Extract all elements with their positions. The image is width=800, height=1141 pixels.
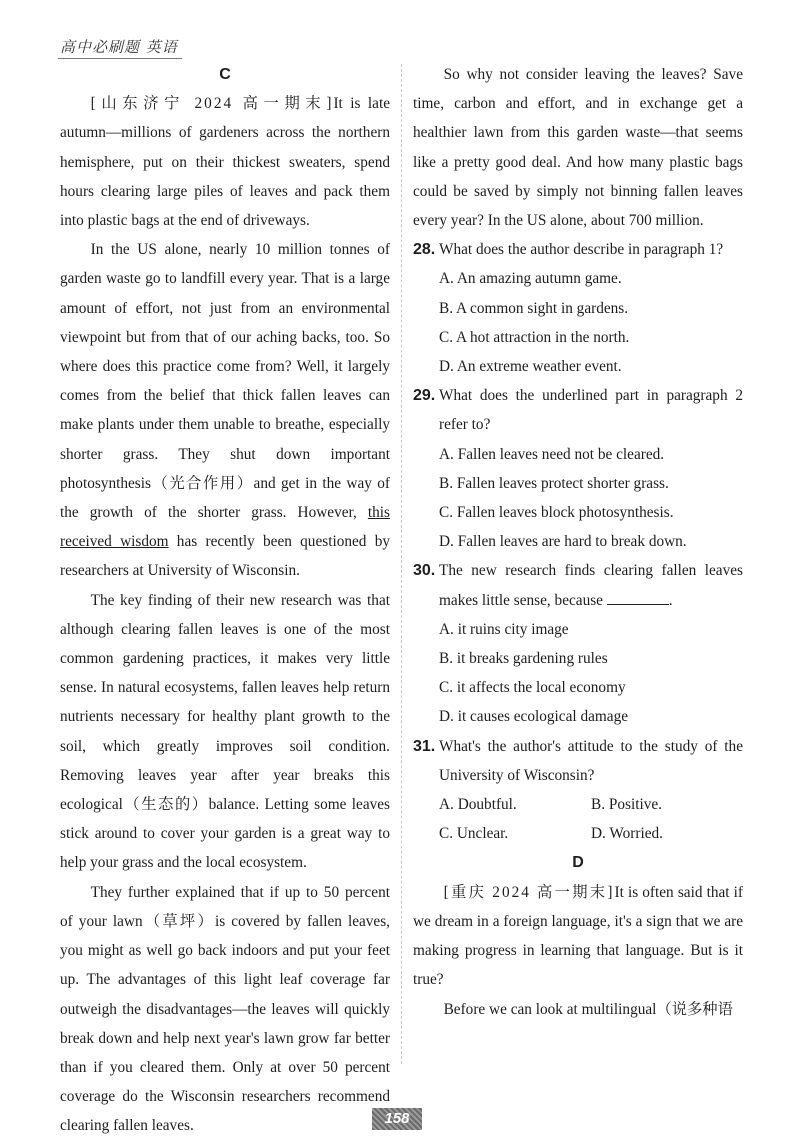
column-divider bbox=[401, 64, 402, 1064]
question-30-stem: The new research finds clearing fallen leaves makes little sense, because bbox=[439, 562, 743, 609]
underlined-phrase: this received wisdom bbox=[60, 504, 390, 551]
section-c-paragraph-1-text: It is late autumn—millions of gardeners across the northern hemisphere, put on their thickest sweaters, spend hours clearing large piles of leaves and pack them into plastic bags at the end of driveways. bbox=[60, 95, 390, 230]
section-c-paragraph-2-text-a: In the US alone, nearly 10 million tonnes of garden waste go to landfill every year. That is a large amount of effort, not just from an environmental viewpoint but from that of our aching backs, too. So where does this practice come from? Well, it largely comes from the belief that thick fallen leaves can make plants under them unable to breathe, especially shorter grass. They shut down important photosynthesis（光合作用）and get in the way of the growth of the shorter grass. However, bbox=[60, 241, 390, 522]
question-text bbox=[439, 556, 743, 614]
option-28-b: B. A common sight in gardens. bbox=[439, 299, 629, 317]
section-d-paragraph-1 bbox=[413, 878, 743, 995]
options-31-row-2 bbox=[413, 819, 743, 848]
option-30-b: B. it breaks gardening rules bbox=[439, 650, 608, 668]
options-31-row-1 bbox=[413, 790, 743, 819]
option-28-a: A. An amazing autumn game. bbox=[439, 270, 622, 288]
section-c-paragraph-2 bbox=[60, 235, 390, 585]
question-31 bbox=[413, 732, 743, 790]
question-29 bbox=[413, 381, 743, 439]
book-header: 高中必刷题 英语 bbox=[60, 38, 178, 56]
section-c-paragraph-4: They further explained that if up to 50 percent of your lawn（草坪）is covered by fallen leaves, you might as well go back indoors and put your feet up. The advantages of this light leaf coverage far outweigh the disadvantages—the leaves will quickly break down and help next year's lawn grow far better than if you cleared them. Only at over 50 percent coverage do the Wisconsin researchers recommend clearing fallen leaves. bbox=[60, 883, 390, 1135]
option-31-a: A. Doubtful. bbox=[439, 796, 517, 814]
question-number: 28. bbox=[413, 241, 436, 259]
section-d-paragraph-1-text: It is often said that if we dream in a foreign language, it's a sign that we are making progress in learning that language. But is it true? bbox=[413, 883, 743, 989]
question-30 bbox=[413, 556, 743, 614]
question-28 bbox=[413, 235, 743, 264]
section-d-source: [重庆 2024 高一期末] bbox=[443, 883, 615, 901]
question-number: 29. bbox=[413, 387, 436, 405]
option-29-c: C. Fallen leaves block photosynthesis. bbox=[439, 504, 674, 522]
question-text: What does the underlined part in paragraph 2 refer to? bbox=[439, 387, 743, 434]
section-c-source: [山东济宁 2024 高一期末] bbox=[90, 95, 334, 113]
option-30-c: C. it affects the local economy bbox=[439, 679, 626, 697]
section-d-paragraph-2: Before we can look at multilingual（说多种语 bbox=[443, 1000, 733, 1018]
section-c-paragraph-5: So why not consider leaving the leaves? Save time, carbon and effort, and in exchange get a healthier lawn from this garden waste—that seems like a pretty good deal. And how many plastic bags could be saved by simply not binning fallen leaves every year? In the US alone, about 700 million. bbox=[413, 66, 743, 230]
section-d-heading: D bbox=[572, 854, 584, 872]
question-number: 31. bbox=[413, 737, 436, 755]
option-30-d: D. it causes ecological damage bbox=[439, 708, 629, 726]
option-28-d: D. An extreme weather event. bbox=[439, 358, 622, 376]
option-28-c: C. A hot attraction in the north. bbox=[439, 328, 630, 346]
option-31-b: B. Positive. bbox=[591, 796, 662, 814]
option-31-d: D. Worried. bbox=[591, 825, 663, 843]
option-29-d: D. Fallen leaves are hard to break down. bbox=[439, 533, 687, 551]
option-31-c: C. Unclear. bbox=[439, 825, 509, 843]
left-column bbox=[60, 60, 390, 1141]
answer-blank bbox=[607, 588, 669, 604]
question-text: What's the author's attitude to the study of the University of Wisconsin? bbox=[439, 737, 743, 784]
page-number: 158 bbox=[372, 1108, 422, 1130]
question-text: What does the author describe in paragraph 1? bbox=[439, 241, 724, 259]
option-29-a: A. Fallen leaves need not be cleared. bbox=[439, 445, 665, 463]
section-c-paragraph-3: The key finding of their new research was that although clearing fallen leaves is one of the most common gardening practices, it makes very little sense. In natural ecosystems, fallen leaves help return nutrients necessary for healthy plant growth to the soil, which greatly improves soil condition. Removing leaves year after year breaks this ecological（生态的）balance. Letting some leaves stick around to cover your garden is a great way to help your grass and the local ecosystem. bbox=[60, 591, 390, 872]
option-30-a: A. it ruins city image bbox=[439, 620, 569, 638]
question-number: 30. bbox=[413, 562, 436, 580]
right-column bbox=[413, 60, 743, 1024]
header-underline bbox=[58, 58, 182, 59]
section-c-paragraph-2-text-b: has recently been questioned by researchers at University of Wisconsin. bbox=[60, 533, 391, 580]
question-30-end: . bbox=[668, 591, 673, 609]
section-c-paragraph-1 bbox=[60, 89, 390, 235]
section-c-heading: C bbox=[219, 66, 231, 83]
option-29-b: B. Fallen leaves protect shorter grass. bbox=[439, 474, 669, 492]
